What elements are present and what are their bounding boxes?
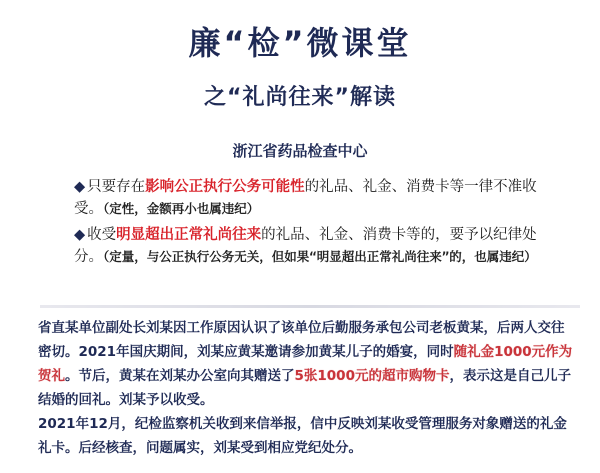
page-subtitle: 之“礼尚往来”解读	[204, 85, 396, 110]
case-highlight: 5张1000元的超市购物卡	[294, 368, 450, 384]
diamond-bullet-icon: ◆	[74, 227, 86, 243]
rule-text: 的礼品、礼金、消费卡等一律不准收受。	[74, 179, 537, 217]
case-paragraph	[38, 316, 573, 412]
rule-text: 收受	[87, 227, 117, 243]
rule-note: （定量，与公正执行公务无关，但如果“明显超出正常礼尚往来”的，也属违纪）	[103, 249, 537, 264]
page-title: 廉“检”微课堂	[188, 24, 412, 62]
organization-name: 浙江省药品检查中心	[232, 142, 368, 160]
section-divider	[40, 305, 580, 308]
rule-text: 只要存在	[87, 179, 146, 195]
case-paragraph: 2021年12月，纪检监察机关收到来信举报，信中反映刘某收受管理服务对象赠送的礼金礼卡。后经核查，问题属实，刘某受到相应党纪处分。	[38, 416, 567, 456]
rule-highlight: 影响公正执行公务可能性	[145, 179, 305, 195]
rules-list	[74, 176, 554, 272]
rule-note: （定性，金额再小也属违纪）	[103, 201, 260, 216]
rule-highlight: 明显超出正常礼尚往来	[116, 227, 262, 243]
rule-item	[74, 224, 554, 268]
case-text: 省直某单位副处长刘某因工作原因认识了该单位后勤服务承包公司老板黄某，后两人交往密切。2021年国庆期间，刘某应黄某邀请参加黄某儿子的婚宴，同时	[38, 320, 565, 360]
case-highlight: 随礼金1000元作为贺礼	[38, 344, 573, 384]
case-text: 。节后，黄某在刘某办公室向其赠送了	[65, 368, 295, 384]
case-text: ，表示这是自己儿子结婚的回礼。刘某予以收受。	[38, 368, 571, 408]
diamond-bullet-icon: ◆	[74, 179, 86, 195]
rule-text: 的礼品、礼金、消费卡等的，要予以纪律处分。	[74, 227, 537, 265]
rule-item	[74, 176, 554, 220]
case-study	[38, 316, 573, 471]
